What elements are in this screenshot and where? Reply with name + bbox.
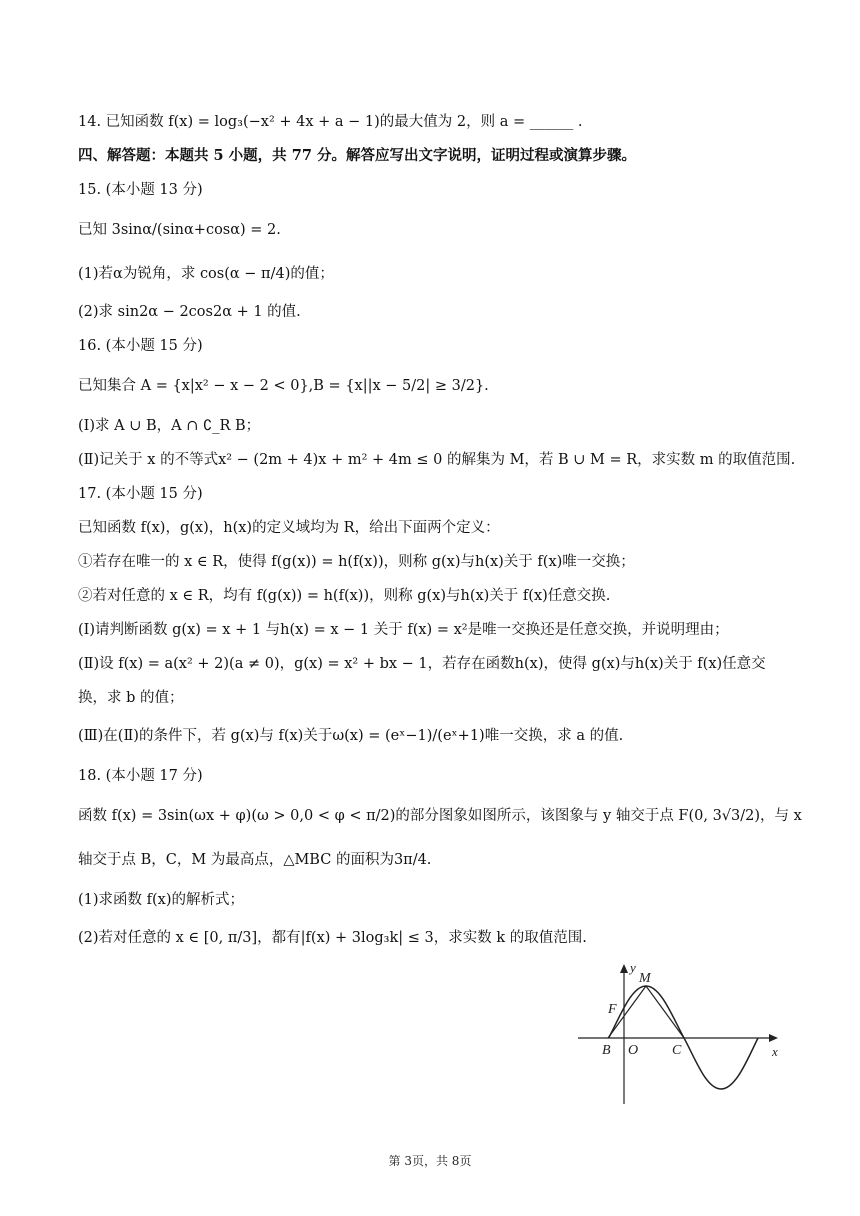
q17-part2-line1: (Ⅱ)设 f(x) = a(x² + 2)(a ≠ 0)，g(x) = x² + bx − 1，若存在函数h(x)，使得 g(x)与h(x)关于 f(x)任意交 (78, 656, 766, 672)
label-f: F (608, 1002, 617, 1017)
q15-given: 已知 3sinα/(sinα+cosα) = 2. (78, 222, 281, 238)
q17-heading: 17. (本小题 15 分) (78, 486, 203, 502)
page-footer: 第 3页，共 8页 (388, 1154, 472, 1168)
y-axis-arrow (620, 964, 628, 973)
label-y: y (630, 960, 636, 975)
q17-def1: ①若存在唯一的 x ∈ R，使得 f(g(x)) = h(f(x))，则称 g(x)与h(x)关于 f(x)唯一交换； (78, 554, 635, 570)
q14-text: 14. 已知函数 f(x) = log₃(−x² + 4x + a − 1)的最大值为 2，则 a = ______ . (78, 114, 583, 130)
label-b: B (602, 1043, 611, 1058)
q15-part2: (2)求 sin2α − 2cos2α + 1 的值. (78, 304, 301, 320)
q18-given-line2: 轴交于点 B，C，M 为最高点，△MBC 的面积为3π/4. (78, 852, 432, 868)
label-o: O (628, 1043, 639, 1058)
q15-heading: 15. (本小题 13 分) (78, 182, 203, 198)
label-m: M (639, 971, 651, 986)
q17-part2-line2: 换，求 b 的值； (78, 690, 184, 706)
q16-part1: (Ⅰ)求 A ∪ B，A ∩ ∁_R B； (78, 418, 261, 434)
q17-part1: (Ⅰ)请判断函数 g(x) = x + 1 与h(x) = x − 1 关于 f(x) = x²是唯一交换还是任意交换，并说明理由； (78, 622, 729, 638)
q16-given: 已知集合 A = {x|x² − x − 2 < 0},B = {x||x − 5/2| ≥ 3/2}. (78, 378, 489, 394)
q18-heading: 18. (本小题 17 分) (78, 768, 203, 784)
q18-given-line1: 函数 f(x) = 3sin(ωx + φ)(ω > 0,0 < φ < π/2)的部分图象如图所示，该图象与 y 轴交于点 F(0, 3√3/2)，与 x (78, 808, 802, 824)
label-c: C (672, 1043, 682, 1058)
q17-given: 已知函数 f(x)，g(x)，h(x)的定义域均为 R，给出下面两个定义： (78, 520, 500, 536)
q15-part1: (1)若α为锐角，求 cos(α − π/4)的值； (78, 266, 334, 282)
q18-part1: (1)求函数 f(x)的解析式； (78, 892, 245, 908)
sine-graph-figure (572, 958, 788, 1108)
q18-part2: (2)若对任意的 x ∈ [0, π/3]，都有|f(x) + 3log₃k| ≤ 3，求实数 k 的取值范围. (78, 930, 587, 946)
section-heading: 四、解答题：本题共 5 小题，共 77 分。解答应写出文字说明，证明过程或演算步骤。 (78, 147, 636, 164)
x-axis-arrow (769, 1034, 778, 1042)
segment-mc (646, 986, 684, 1038)
q17-part3: (Ⅲ)在(Ⅱ)的条件下，若 g(x)与 f(x)关于ω(x) = (eˣ−1)/(eˣ+1)唯一交换，求 a 的值. (78, 728, 624, 744)
label-x: x (772, 1044, 778, 1059)
q17-def2: ②若对任意的 x ∈ R，均有 f(g(x)) = h(f(x))，则称 g(x)与h(x)关于 f(x)任意交换. (78, 588, 611, 604)
q16-heading: 16. (本小题 15 分) (78, 338, 203, 354)
q16-part2: (Ⅱ)记关于 x 的不等式x² − (2m + 4)x + m² + 4m ≤ 0 的解集为 M，若 B ∪ M = R，求实数 m 的取值范围. (78, 452, 796, 468)
